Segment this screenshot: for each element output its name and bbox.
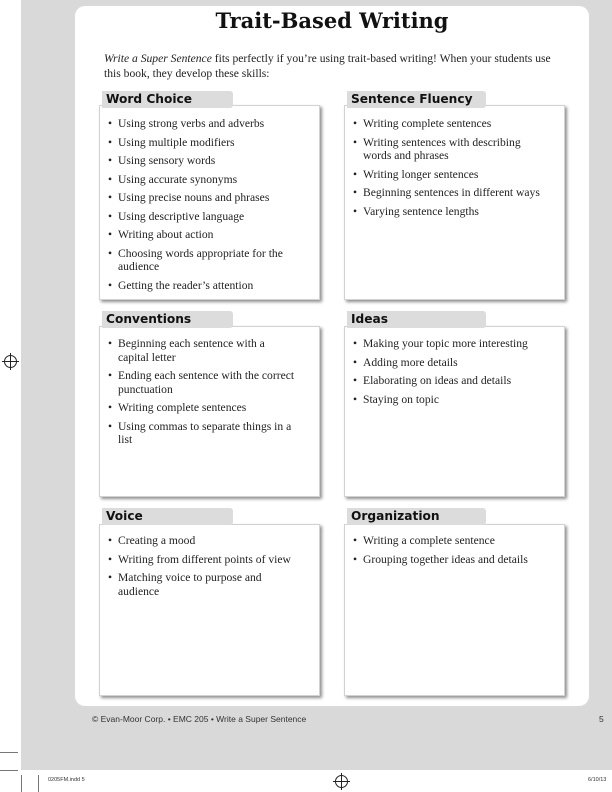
slug-date: 6/10/13 (588, 777, 607, 783)
list-item: • Varying sentence lengths (353, 205, 558, 219)
list-item: • Elaborating on ideas and details (353, 374, 558, 388)
list-item: • Creating a mood (108, 534, 318, 548)
list-item: • Using precise nouns and phrases (108, 191, 318, 205)
conventions-list (108, 337, 318, 452)
list-item: • Writing a complete sentence (353, 534, 558, 548)
sentence-fluency-heading: Sentence Fluency (347, 91, 486, 108)
ideas-heading: Ideas (347, 311, 486, 328)
list-item: • Ending each sentence with the correct punctuation (108, 369, 318, 396)
intro-text: fits perfectly if you’re using trait-based writing! When your students use this book, they develop these skills: (104, 52, 551, 80)
conventions-heading: Conventions (102, 311, 233, 328)
list-item: • Writing sentences with describing words and phrases (353, 136, 543, 163)
list-item: • Writing complete sentences (353, 117, 558, 131)
organization-heading: Organization (347, 508, 486, 525)
voice-list (108, 534, 318, 603)
list-item: • Beginning sentences in different ways (353, 186, 558, 200)
slug-filename: 0205FM.indd 5 (48, 777, 85, 783)
list-item: • Matching voice to purpose and audience (108, 571, 298, 598)
sentence-fluency-list (353, 117, 558, 223)
word-choice-heading: Word Choice (102, 91, 233, 108)
list-item: • Using commas to separate things in a list (108, 420, 303, 447)
voice-heading: Voice (102, 508, 233, 525)
slug-divider (38, 775, 39, 792)
word-choice-list (108, 117, 318, 297)
registration-mark-icon (4, 355, 17, 368)
crop-mark-icon (21, 775, 22, 792)
page-number: 5 (599, 714, 604, 724)
intro-paragraph (104, 51, 564, 81)
registration-mark-icon (335, 775, 348, 788)
list-item: • Making your topic more interesting (353, 337, 558, 351)
list-item: • Writing from different points of view (108, 553, 298, 567)
list-item: • Staying on topic (353, 393, 558, 407)
list-item: • Using descriptive language (108, 210, 318, 224)
page-title: Trait-Based Writing (215, 8, 449, 33)
crop-mark-icon (0, 770, 18, 771)
footer-credit: © Evan-Moor Corp. • EMC 205 • Write a Super Sentence (92, 714, 307, 724)
list-item: • Writing about action (108, 228, 318, 242)
ideas-list (353, 337, 558, 411)
list-item: • Using sensory words (108, 154, 318, 168)
list-item: • Writing longer sentences (353, 168, 558, 182)
intro-book-title: Write a Super Sentence (104, 52, 212, 65)
list-item: • Choosing words appropriate for the audience (108, 247, 298, 274)
list-item: • Adding more details (353, 356, 558, 370)
list-item: • Using multiple modifiers (108, 136, 318, 150)
crop-mark-icon (0, 752, 18, 753)
list-item: • Writing complete sentences (108, 401, 318, 415)
list-item: • Grouping together ideas and details (353, 553, 558, 567)
list-item: • Getting the reader’s attention (108, 279, 318, 293)
list-item: • Using strong verbs and adverbs (108, 117, 318, 131)
list-item: • Beginning each sentence with a capital letter (108, 337, 293, 364)
organization-list (353, 534, 558, 571)
list-item: • Using accurate synonyms (108, 173, 318, 187)
